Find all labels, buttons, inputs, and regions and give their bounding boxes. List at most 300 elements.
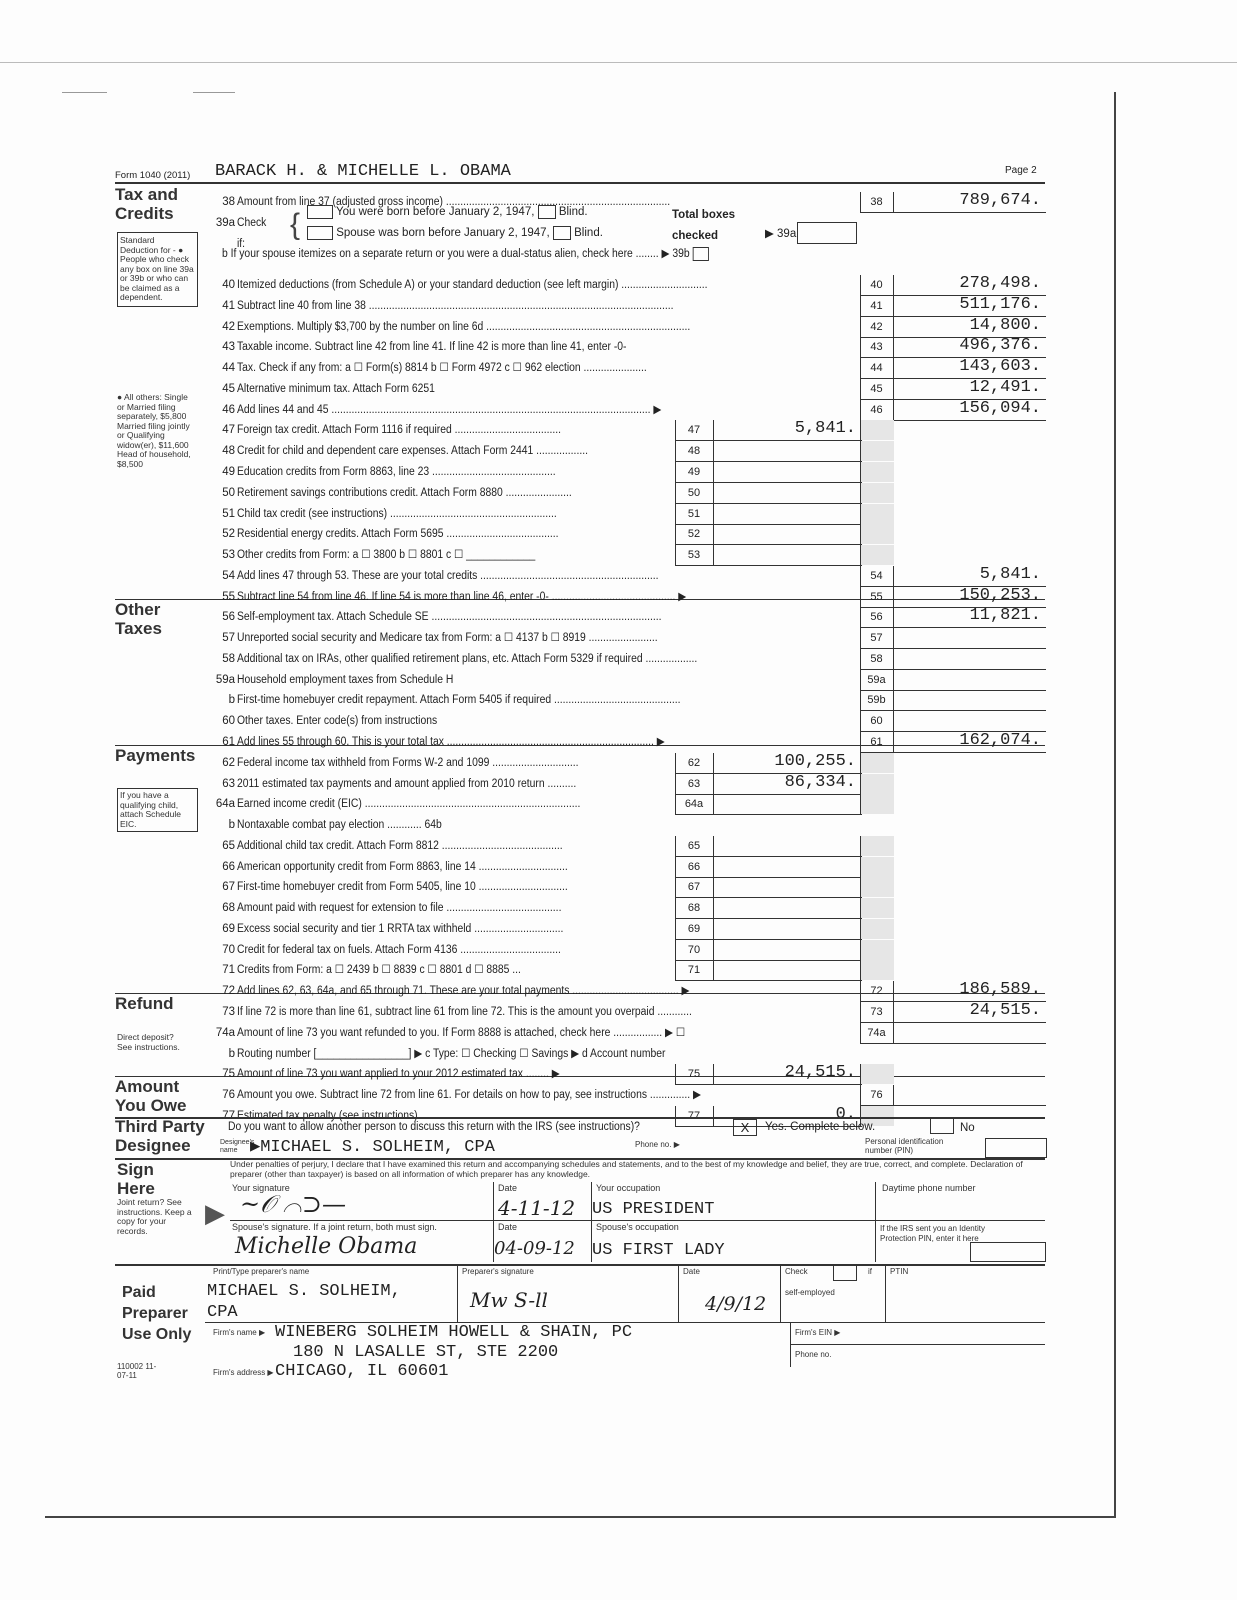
box-line-number: 70: [687, 943, 701, 956]
box-line-number: 57: [870, 632, 883, 645]
line-number: 67: [222, 881, 235, 894]
section-rule: [115, 1117, 1045, 1119]
occupation-label: Your occupation: [596, 1183, 661, 1193]
form-line-b: [205, 690, 1045, 711]
designee-name: ▶MICHAEL S. SOLHEIM, CPA: [250, 1138, 495, 1157]
box-line-number: 58: [870, 652, 883, 665]
line-description: Credit for child and dependent care expenses. Attach Form 2441 ..................: [237, 445, 588, 458]
section-other-taxes: Other Taxes: [115, 600, 162, 638]
preparer-date: 4/9/12: [705, 1293, 767, 1315]
line-description: If line 72 is more than line 61, subtract line 61 from line 72. This is the amount you overpaid ............: [237, 1006, 692, 1019]
line-description: Additional child tax credit. Attach Form 8812 ..........................................: [237, 839, 563, 852]
total-boxes-label: Total boxes checked: [672, 209, 736, 242]
eic-note: If you have a qualifying child, attach Schedule EIC.: [117, 788, 198, 832]
line-description: Credit for federal tax on fuels. Attach Form 4136 ...................................: [237, 943, 561, 956]
preparer-signature: Mw S-ll: [470, 1288, 548, 1312]
section-sign: Sign Here: [117, 1160, 155, 1198]
line-number: 69: [222, 922, 235, 935]
line-number: 72: [222, 985, 235, 998]
preparer-name-line2: CPA: [207, 1303, 238, 1322]
divider: [875, 1182, 876, 1262]
designee-question: Do you want to allow another person to discuss this return with the IRS (see instructions)?: [228, 1121, 640, 1133]
shaded-area: [860, 857, 894, 877]
form-line-65: [205, 836, 1045, 857]
your-signature-label: Your signature: [232, 1183, 290, 1193]
form-line-67: [205, 877, 1045, 898]
line-description: Amount from line 37 (adjusted gross income) ..............................................................................: [237, 196, 671, 208]
line-description: First-time homebuyer credit repayment. Attach Form 5405 if required ............................................: [237, 694, 681, 707]
line-number: 57: [222, 632, 235, 645]
line-amount: 162,074.: [959, 731, 1041, 751]
line-description: Amount of line 73 you want applied to your 2012 estimated tax ........ ▶: [237, 1068, 560, 1081]
line-number: 49: [222, 466, 235, 478]
shaded-area: [860, 774, 894, 794]
spouse-signature: Michelle Obama: [235, 1234, 418, 1259]
amount-field[interactable]: [713, 898, 862, 919]
box-line-number: 54: [870, 569, 883, 582]
form-line-46: [205, 400, 1045, 421]
box-line-number: 74a: [867, 1026, 886, 1039]
form-line-63: [205, 774, 1045, 795]
preparer-name-line1: MICHAEL S. SOLHEIM,: [207, 1282, 401, 1301]
arrow-icon: ▶: [205, 1198, 225, 1228]
shaded-area: [860, 420, 894, 440]
amount-field[interactable]: [893, 690, 1046, 711]
check-label: Check: [785, 1267, 808, 1276]
scan-mark: [193, 92, 235, 93]
line-description: First-time homebuyer credit from Form 5405, line 10 ...............................: [237, 881, 568, 894]
amount-field[interactable]: [713, 836, 862, 857]
box-line-number: 75: [687, 1068, 701, 1081]
form-line-53: [205, 545, 1045, 566]
form-line-62: [205, 753, 1045, 774]
line-amount: 186,589.: [959, 980, 1041, 1000]
box-line-number: 65: [687, 839, 701, 852]
shaded-area: [860, 504, 894, 524]
box-line-number: 52: [687, 528, 701, 541]
form-line-b: [205, 815, 1045, 836]
line-number: 47: [222, 424, 235, 437]
line-number: 65: [222, 839, 235, 852]
line-number: 42: [222, 320, 235, 333]
form-line-47: [205, 420, 1045, 441]
form-line-68: [205, 898, 1045, 919]
box-line-number: 41: [870, 299, 883, 312]
line-description: Residential energy credits. Attach Form 5695 .......................................: [237, 528, 559, 541]
box-line-number: 59a: [867, 673, 886, 686]
page-border-right: [1114, 92, 1116, 1517]
amount-field[interactable]: [893, 670, 1046, 691]
section-refund: Refund: [115, 994, 174, 1013]
ip-pin-label: If the IRS sent you an Identity Protection PIN, enter it here: [880, 1224, 985, 1243]
preparer-name-label: Print/Type preparer's name: [213, 1267, 310, 1276]
box-line-number: 69: [687, 922, 701, 935]
line-number: 44: [222, 362, 235, 375]
line-description: if:: [237, 237, 246, 250]
form-line-50: [205, 483, 1045, 504]
form-line-52: [205, 524, 1045, 545]
box-line-number: 72: [870, 985, 883, 998]
form-line-69: [205, 919, 1045, 940]
line-number: 50: [222, 486, 235, 499]
section-paid-preparer: Paid Preparer Use Only: [122, 1284, 192, 1343]
line-amount: 0.: [835, 1104, 856, 1124]
form-line-59a: [205, 670, 1045, 691]
designee-name-label: Designee's name: [220, 1139, 255, 1154]
divider: [885, 1264, 886, 1322]
designee-pin-label: Personal identification number (PIN): [865, 1137, 944, 1155]
line-number: 70: [222, 943, 235, 956]
line-number: 54: [222, 569, 235, 582]
box-line-number: 67: [687, 881, 701, 894]
shaded-area: [860, 877, 894, 897]
self-employed-checkbox[interactable]: [833, 1265, 857, 1281]
shaded-area: [860, 1064, 894, 1084]
amount-field[interactable]: [893, 1085, 1046, 1106]
line-number: 71: [222, 964, 235, 977]
line-description: Itemized deductions (from Schedule A) or your standard deduction (see left margin) ..............................: [237, 279, 708, 292]
spouse-occupation-label: Spouse's occupation: [596, 1222, 679, 1232]
firm-address-label: Firm's address ▶: [213, 1368, 274, 1377]
line-number: 76: [222, 1089, 235, 1102]
amount-field[interactable]: [713, 919, 862, 940]
line-description: Self-employment tax. Attach Schedule SE ................................................................................: [237, 611, 662, 624]
line-number: 43: [222, 341, 235, 354]
form-line-72: [205, 981, 1045, 1002]
line39a-spouse: Spouse was born before January 2, 1947, Blind.: [307, 226, 603, 240]
line-number: 40: [222, 279, 235, 292]
line-number: 59a: [215, 673, 235, 686]
line-number: 68: [222, 902, 235, 915]
date-label: Date: [498, 1222, 518, 1232]
line-description: Education credits from Form 8863, line 23 ...........................................: [237, 466, 556, 478]
line-description: Amount of line 73 you want refunded to you. If Form 8888 is attached, check here ................. ▶ ☐: [237, 1026, 686, 1039]
form-line-73: [205, 1002, 1045, 1023]
line-description: Unreported social security and Medicare tax from Form: a ☐ 4137 b ☐ 8919 ........................: [237, 632, 658, 645]
box-line-number: 63: [687, 777, 701, 790]
line-amount: 11,821.: [969, 606, 1041, 626]
divider: [780, 1264, 781, 1322]
divider: [678, 1264, 679, 1322]
amount-field[interactable]: [713, 504, 862, 525]
self-employed-label: self-employed: [785, 1288, 835, 1297]
line-description: Earned income credit (EIC) ...........................................................................: [237, 798, 581, 811]
line-number: 52: [222, 528, 235, 541]
form-line-48: [205, 441, 1045, 462]
amount-field[interactable]: [893, 628, 1046, 649]
amount-field[interactable]: [713, 960, 862, 981]
date-label: Date: [498, 1183, 518, 1193]
amount-field[interactable]: [713, 857, 862, 878]
box-line-number: 77: [687, 1109, 701, 1122]
if-label: if: [868, 1267, 872, 1276]
direct-deposit-note: Direct deposit? See instructions.: [117, 1032, 180, 1052]
line-number: 55: [222, 590, 235, 603]
amount-field[interactable]: [713, 524, 862, 545]
line-description: Excess social security and tier 1 RRTA tax withheld ...............................: [237, 922, 564, 935]
page-number: Page 2: [1005, 165, 1037, 176]
spouse-signature-label: Spouse's signature. If a joint return, both must sign.: [232, 1222, 437, 1232]
form-line-64a: [205, 794, 1045, 815]
line-description: Household employment taxes from Schedule H: [237, 673, 454, 686]
box-line-number: 51: [687, 507, 701, 520]
line-amount: 511,176.: [959, 294, 1041, 314]
designee-no-label: No: [960, 1122, 975, 1134]
line-amount: 496,376.: [959, 336, 1041, 356]
box-line-number: 55: [870, 590, 883, 603]
form-line-sub: [205, 254, 1045, 275]
daytime-phone-label: Daytime phone number: [882, 1183, 976, 1193]
all-others-note: ● All others: Single or Married filing separately, $5,800 Married filing jointly or Qualifying widow(er), $11,600 Head of household, $8,500: [117, 392, 191, 469]
line-amount: 143,603.: [959, 357, 1041, 377]
brace: {: [290, 208, 301, 241]
line-description: Add lines 62, 63, 64a, and 65 through 71. These are your total payments ..................................... ▶: [237, 985, 690, 998]
line-amount: 86,334.: [784, 772, 856, 792]
shaded-area: [860, 794, 894, 814]
section-tax-credits: Tax and Credits: [115, 185, 178, 223]
form-line-74a: [205, 1023, 1045, 1044]
line-description: Estimated tax penalty (see instructions) .....................................................: [237, 1109, 573, 1122]
box-line-number: 62: [687, 756, 701, 769]
your-occupation: US PRESIDENT: [592, 1200, 715, 1219]
shaded-area: [860, 898, 894, 918]
line-description: Nontaxable combat pay election ............ 64b: [237, 819, 442, 832]
line-number: 41: [222, 299, 235, 312]
standard-deduction-note: Standard Deduction for - ● People who check any box on line 39a or 39b or who can be claimed as a dependent.: [117, 232, 198, 307]
box-line-number: 50: [687, 486, 701, 499]
form-line-66: [205, 857, 1045, 878]
line-description: Add lines 44 and 45 ............................................................................................................... ▶: [237, 403, 662, 416]
designee-yes-checkbox[interactable]: X: [733, 1119, 757, 1136]
line-number: 77: [222, 1109, 235, 1122]
line-amount: 789,674.: [959, 191, 1041, 210]
shaded-area: [860, 836, 894, 856]
box-line-number: 45: [870, 382, 883, 395]
shaded-area: [860, 524, 894, 544]
shaded-area: [860, 483, 894, 503]
scan-top-line: [0, 62, 1237, 63]
form-line-70: [205, 940, 1045, 961]
form-line-45: [205, 379, 1045, 400]
shaded-area: [860, 940, 894, 960]
header-rule: [115, 182, 1045, 184]
box-line-number: 53: [687, 549, 701, 562]
amount-field[interactable]: [713, 545, 862, 566]
designee-pin-input[interactable]: [985, 1138, 1047, 1158]
form-line-76: [205, 1085, 1045, 1106]
form-line-56: [205, 607, 1045, 628]
form-line-61: [205, 732, 1045, 753]
shaded-area: [860, 960, 894, 980]
preparer-signature-label: Preparer's signature: [462, 1267, 534, 1276]
line-number: 64a: [215, 798, 235, 811]
page-border-bottom: [45, 1516, 1116, 1518]
taxpayer-names: BARACK H. & MICHELLE L. OBAMA: [215, 162, 511, 181]
line-number: 63: [222, 777, 235, 790]
box-line-number: 73: [870, 1006, 883, 1019]
line39b: b If your spouse itemizes on a separate return or you were a dual-status alien, check here ........ ▶ 39b: [222, 246, 709, 261]
line-amount: 24,515.: [969, 1001, 1041, 1021]
box-line-number: 47: [687, 424, 701, 437]
line-number: 38: [222, 196, 235, 208]
phone-label: Phone no.: [795, 1350, 832, 1359]
section-rule: [115, 1264, 1045, 1266]
line-description: Additional tax on IRAs, other qualified retirement plans, etc. Attach Form 5329 if required ..................: [237, 652, 698, 665]
firm-address-line2: CHICAGO, IL 60601: [275, 1362, 449, 1381]
line-amount: 156,094.: [959, 398, 1041, 418]
line-number: 58: [222, 652, 235, 665]
line-description: Other taxes. Enter code(s) from instructions: [237, 715, 438, 728]
form-code: 110002 11-07-11: [117, 1362, 157, 1380]
form-line-71: [205, 960, 1045, 981]
line-number: b: [228, 819, 235, 832]
form-line-44: [205, 358, 1045, 379]
line-description: Tax. Check if any from: a ☐ Form(s) 8814 b ☐ Form 4972 c ☐ 962 election ......................: [237, 362, 647, 375]
ip-pin-input[interactable]: [970, 1242, 1046, 1262]
firm-name: WINEBERG SOLHEIM HOWELL & SHAIN, PC: [275, 1323, 633, 1342]
line-description: Routing number [________________] ▶ c Type: ☐ Checking ☐ Savings ▶ d Account number: [237, 1047, 666, 1060]
line-amount: 12,491.: [969, 377, 1041, 397]
box-line-number: 64a: [684, 798, 704, 811]
amount-field[interactable]: [713, 462, 862, 483]
spouse-date: 04-09-12: [494, 1238, 575, 1259]
amount-field[interactable]: [713, 441, 862, 462]
line-amount: 278,498.: [959, 274, 1041, 294]
form-line-75: [205, 1064, 1045, 1085]
section-third-party: Third Party Designee: [115, 1117, 205, 1155]
box-line-number: 60: [870, 715, 883, 728]
line-amount: 24,515.: [784, 1063, 856, 1083]
shaded-area: [860, 462, 894, 482]
line-description: Subtract line 54 from line 46. If line 54 is more than line 46, enter -0- ........................................... ▶: [237, 590, 687, 603]
line-description: Check: [237, 216, 267, 229]
line-number: 51: [222, 507, 235, 520]
firm-ein-label: Firm's EIN ▶: [795, 1328, 841, 1337]
box-line-number: 46: [870, 403, 883, 416]
line-description: Subtract line 40 from line 38 ..........................................................................................................: [237, 299, 674, 312]
box-line-number: 61: [870, 736, 883, 749]
box-line-number: 71: [687, 964, 701, 977]
designee-no-checkbox[interactable]: [930, 1117, 954, 1134]
line-number: 73: [222, 1006, 235, 1019]
amount-field[interactable]: [893, 1023, 1046, 1044]
line-number: 56: [222, 611, 235, 624]
line-description: Alternative minimum tax. Attach Form 6251: [237, 382, 435, 395]
amount-field[interactable]: [713, 794, 862, 815]
divider: [790, 1344, 1045, 1345]
form-line-b: [205, 1044, 1045, 1065]
line-amount: 100,255.: [774, 751, 856, 771]
form-line-51: [205, 504, 1045, 525]
form-line-54: [205, 566, 1045, 587]
box-line-number: 42: [870, 320, 883, 333]
sign-note: Joint return? See instructions. Keep a copy for your records.: [117, 1197, 192, 1236]
form-line-40: [205, 275, 1045, 296]
form-line-sub: [205, 234, 1045, 255]
line-description: Credits from Form: a ☐ 2439 b ☐ 8839 c ☐ 8801 d ☐ 8885 ...: [237, 964, 521, 977]
box-line-number: 68: [687, 902, 701, 915]
line-number: b: [228, 694, 235, 707]
box-line-number: 76: [870, 1089, 883, 1102]
line-number: 66: [222, 860, 235, 873]
section-payments: Payments: [115, 746, 196, 765]
line-description: Foreign tax credit. Attach Form 1116 if required .....................................: [237, 424, 562, 437]
form-line-58: [205, 649, 1045, 670]
form-line-42: [205, 317, 1045, 338]
line-number: 45: [222, 382, 235, 395]
line-number: 39a: [215, 216, 235, 229]
line-description: Retirement savings contributions credit. Attach Form 8880 .......................: [237, 486, 572, 499]
line-description: Exemptions. Multiply $3,700 by the number on line 6d .......................................................................: [237, 320, 691, 333]
line-description: Other credits from Form: a ☐ 3800 b ☐ 8801 c ☐ ____________: [237, 549, 536, 562]
your-date: 4-11-12: [498, 1196, 576, 1220]
preparer-date-label: Date: [683, 1267, 700, 1276]
box-line-number: 66: [687, 860, 701, 873]
form-line-38: [205, 192, 1045, 213]
form-line-49: [205, 462, 1045, 483]
line-amount: 14,800.: [969, 315, 1041, 335]
box-line-number: 38: [870, 196, 883, 208]
form-label: Form 1040 (2011): [115, 170, 191, 181]
line-description: 2011 estimated tax payments and amount applied from 2010 return ..........: [237, 777, 577, 790]
amount-field[interactable]: [713, 940, 862, 961]
amount-field[interactable]: [893, 711, 1046, 732]
line-description: Add lines 47 through 53. These are your total credits ..............................................................: [237, 569, 659, 582]
amount-field[interactable]: [713, 877, 862, 898]
amount-field[interactable]: [713, 483, 862, 504]
form-line-39a: [205, 213, 1045, 234]
line-number: 74a: [215, 1026, 235, 1039]
line-amount: 150,253.: [959, 585, 1041, 605]
form-line-60: [205, 711, 1045, 732]
perjury-statement: Under penalties of perjury, I declare that I have examined this return and accompanying schedules and statements, and to the best of my knowledge and belief, they are true, correct, and complete. Declaration of preparer (other than taxpayer) is based on all information of which preparer has any knowledge.: [230, 1159, 1023, 1179]
line-number: 60: [222, 715, 235, 728]
shaded-area: [860, 545, 894, 565]
scan-mark: [62, 92, 107, 93]
form-line-41: [205, 296, 1045, 317]
line-amount: 5,841.: [794, 419, 856, 439]
line-number: 53: [222, 549, 235, 562]
form-line-43: [205, 337, 1045, 358]
designee-phone-label: Phone no. ▶: [635, 1140, 680, 1149]
your-signature: ~𝒪 ⌒⊃—: [240, 1190, 346, 1218]
amount-field[interactable]: [893, 649, 1046, 670]
line-description: Taxable income. Subtract line 42 from line 41. If line 42 is more than line 41, enter -0-: [237, 341, 627, 354]
line-amount: 5,841.: [979, 564, 1041, 584]
firm-address-line1: 180 N LASALLE ST, STE 2200: [293, 1343, 559, 1362]
line-description: American opportunity credit from Form 8863, line 14 ...............................: [237, 860, 568, 873]
ptin-label: PTIN: [890, 1267, 909, 1276]
form-line-57: [205, 628, 1045, 649]
box-line-number: 56: [870, 611, 883, 624]
form-line-55: [205, 587, 1045, 608]
section-amount-owe: Amount You Owe: [115, 1077, 187, 1115]
divider: [230, 1220, 1045, 1221]
shaded-area: [860, 441, 894, 461]
line-description: Federal income tax withheld from Forms W-2 and 1099 ..............................: [237, 756, 579, 769]
box-line-number: 43: [870, 341, 883, 354]
line-number: 48: [222, 445, 235, 458]
box-line-number: 59b: [867, 694, 886, 707]
line39a-arrow: ▶ 39a: [765, 228, 797, 240]
spouse-occupation: US FIRST LADY: [592, 1241, 725, 1260]
shaded-area: [860, 753, 894, 773]
line-description: Add lines 55 through 60. This is your total tax ........................................................................ ▶: [237, 736, 665, 749]
line-number: 75: [222, 1068, 235, 1081]
line39a-you: You were born before January 2, 1947, Blind.: [307, 205, 588, 219]
box-line-number: 49: [687, 466, 701, 478]
line-number: b: [228, 1047, 235, 1060]
